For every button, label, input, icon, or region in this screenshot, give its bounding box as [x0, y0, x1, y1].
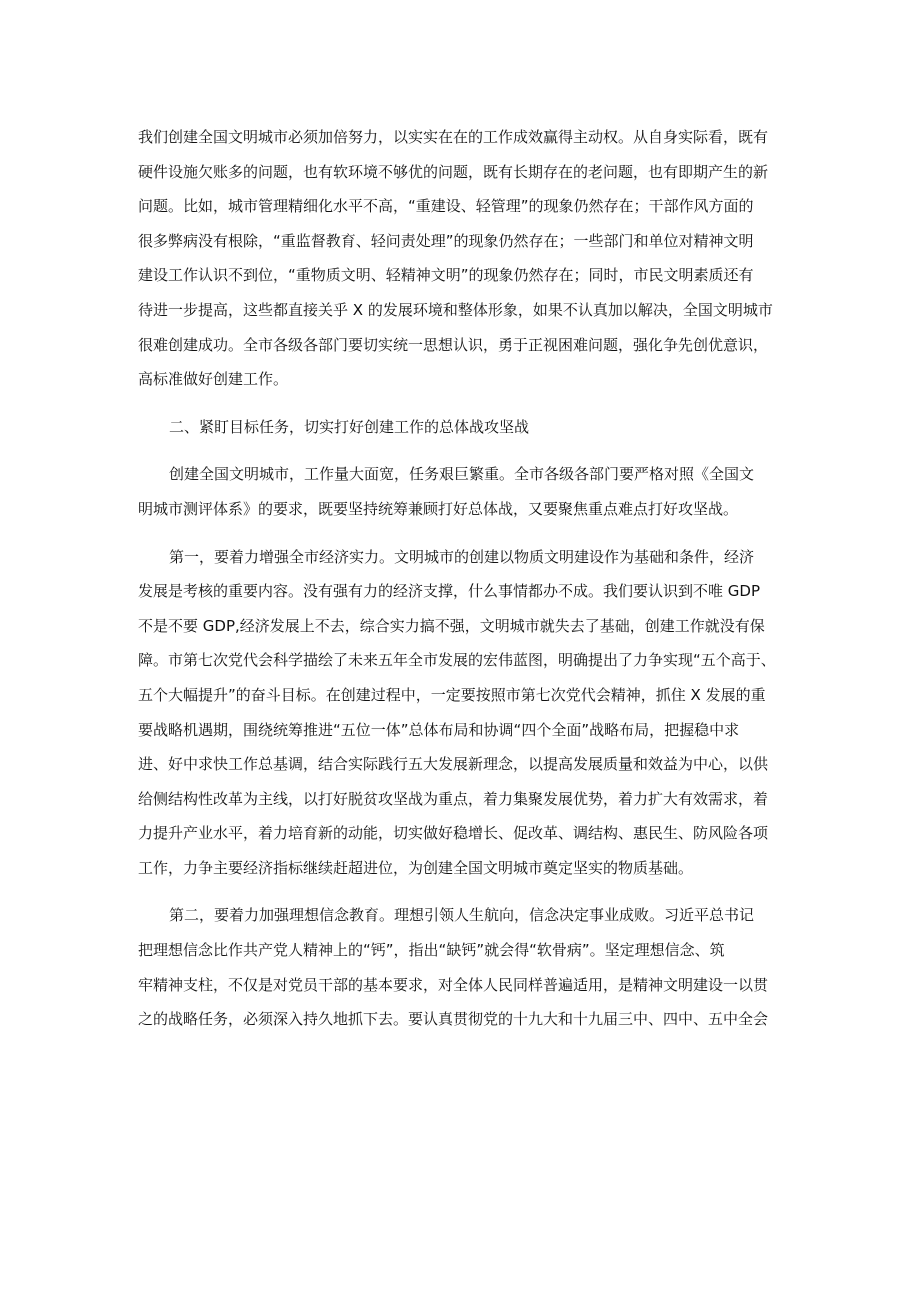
paragraph-gap — [138, 397, 790, 410]
paragraph-1 — [138, 120, 790, 397]
text-line: 五个大幅提升”的奋斗目标。在创建过程中，一定要按照市第七次党代会精神，抓住 X 发展的重 — [138, 685, 766, 704]
text-line: 之的战略任务，必须深入持久地抓下去。要认真贯彻党的十九大和十九届三中、四中、五中全会 — [138, 1010, 769, 1029]
text-line: 工作，力争主要经济指标继续赶超进位，为创建全国文明城市奠定坚实的物质基础。 — [138, 858, 694, 877]
text-line: 创建全国文明城市，工作量大面宽，任务艰巨繁重。全市各级各部门要严格对照《全国文 — [169, 465, 755, 484]
text-line: 第一，要着力增强全市经济实力。文明城市的创建以物质文明建设作为基础和条件，经济 — [169, 547, 755, 566]
heading-text: 二、紧盯目标任务，切实打好创建工作的总体战攻坚战 — [169, 417, 530, 436]
text-line: 建设工作认识不到位，“重物质文明、轻精神文明”的现象仍然存在；同时，市民文明素质还有 — [138, 266, 754, 285]
text-line: 牢精神支柱，不仅是对党员干部的基本要求，对全体人民同样普遍适用，是精神文明建设一以贯 — [138, 975, 769, 994]
text-line: 待进一步提高，这些都直接关乎 X 的发展环境和整体形象，如果不认真加以解决，全国文明城市 — [138, 300, 773, 319]
paragraph-3 — [138, 540, 790, 886]
text-line: 不是不要 GDP,经济发展上不去，综合实力搞不强，文明城市就失去了基础，创建工作就没有保 — [138, 616, 765, 635]
text-line: 明城市测评体系》的要求，既要坚持统筹兼顾打好总体战，又要聚焦重点难点打好攻坚战。 — [138, 499, 739, 518]
text-line: 要战略机遇期，围绕统筹推进“五位一体”总体布局和协调“四个全面”战略布局，把握稳中求 — [138, 720, 740, 739]
text-line: 问题。比如，城市管理精细化水平不高，“重建设、轻管理”的现象仍然存在；干部作风方面的 — [138, 197, 754, 216]
text-line: 发展是考核的重要内容。没有强有力的经济支撑，什么事情都办不成。我们要认识到不唯 GDP — [138, 582, 760, 601]
text-line: 进、好中求快工作总基调，结合实际践行五大发展新理念，以提高发展质量和效益为中心，以供 — [138, 755, 769, 774]
text-line: 把理想信念比作共产党人精神上的“钙”，指出“缺钙”就会得“软骨病”。坚定理想信念、筑 — [138, 941, 725, 960]
text-line: 第二，要着力加强理想信念教育。理想引领人生航向，信念决定事业成败。习近平总书记 — [169, 906, 755, 925]
paragraph-gap — [138, 885, 790, 898]
paragraph-gap — [138, 444, 790, 457]
text-line: 力提升产业水平，着力培育新的动能，切实做好稳增长、促改革、调结构、惠民生、防风险各项 — [138, 824, 769, 843]
text-line: 很难创建成功。全市各级各部门要切实统一思想认识，勇于正视困难问题，强化争先创优意识， — [138, 335, 769, 354]
paragraph-2 — [138, 457, 790, 526]
text-line: 很多弊病没有根除，“重监督教育、轻问责处理”的现象仍然存在；一些部门和单位对精神文明 — [138, 231, 754, 250]
text-line: 我们创建全国文明城市必须加倍努力，以实实在在的工作成效赢得主动权。从自身实际看，既有 — [138, 128, 769, 146]
paragraph-4 — [138, 898, 790, 1036]
text-line: 高标准做好创建工作。 — [138, 370, 289, 389]
text-line: 障。市第七次党代会科学描绘了未来五年全市发展的宏伟蓝图，明确提出了力争实现“五个高于、 — [138, 651, 776, 670]
text-line: 硬件设施欠账多的问题，也有软环境不够优的问题，既有长期存在的老问题，也有即期产生的新 — [138, 162, 769, 181]
text-line: 给侧结构性改革为主线，以打好脱贫攻坚战为重点，着力集聚发展优势，着力扩大有效需求，着 — [138, 789, 769, 808]
document-page — [138, 120, 790, 1037]
section-heading-2 — [138, 410, 790, 445]
paragraph-gap — [138, 527, 790, 540]
